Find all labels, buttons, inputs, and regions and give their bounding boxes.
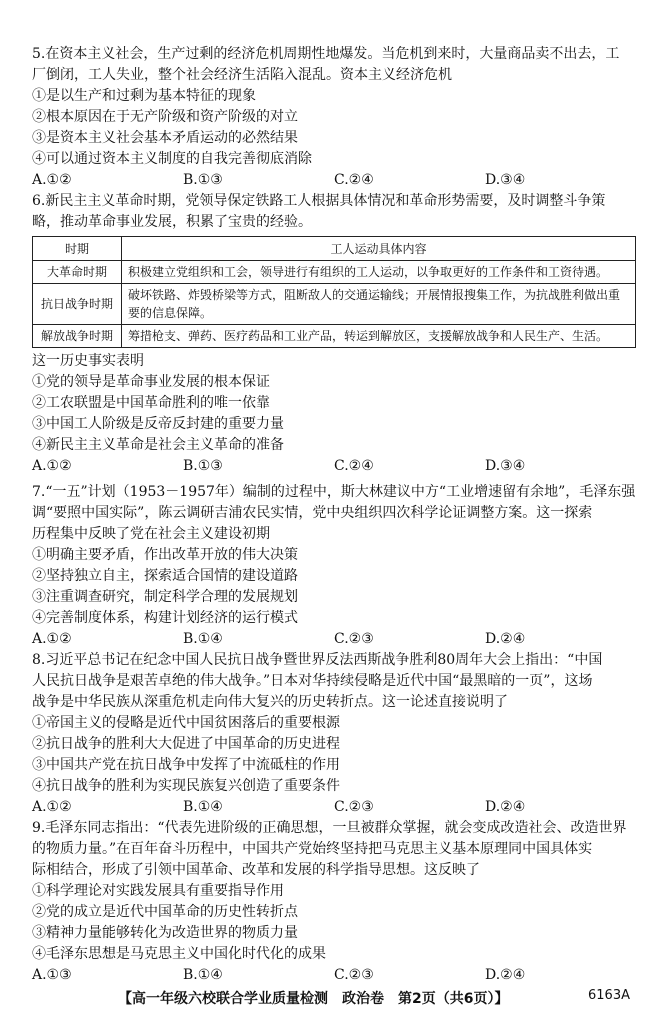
q6-lead: 这一历史事实表明 — [32, 353, 144, 369]
q9-stem-line-1: 9.毛泽东同志指出：“代表先进阶级的正确思想，一旦被群众掌握，就会变成改造社会、改造世界 — [32, 820, 627, 836]
q9-option-d: D.②④ — [485, 967, 526, 983]
q9-option-b: B.①④ — [183, 967, 223, 983]
q5-stem-line-2: 厂倒闭，工人失业，整个社会经济生活陷入混乱。资本主义经济危机 — [32, 67, 452, 83]
q7-statement-1: ①明确主要矛盾，作出改革开放的伟大决策 — [32, 547, 298, 563]
q9-statement-1: ①科学理论对实践发展具有重要指导作用 — [32, 883, 284, 899]
q5-option-c: C.②④ — [334, 172, 374, 188]
q7-statement-3: ③注重调查研究，制定科学合理的发展规划 — [32, 589, 298, 605]
q7-option-a: A.①② — [32, 631, 72, 647]
q9-statement-4: ④毛泽东思想是马克思主义中国化时代化的成果 — [32, 946, 326, 962]
q6-statement-4: ④新民主主义革命是社会主义革命的准备 — [32, 437, 284, 453]
table-cell-content: 筹措枪支、弹药、医疗药品和工业产品，转运到解放区，支援解放战争和人民生产、生活。 — [122, 325, 636, 348]
table-cell-content: 破坏铁路、炸毁桥梁等方式，阻断敌人的交通运输线；开展情报搜集工作，为抗战胜利做出重要的信息保障。 — [122, 284, 636, 325]
table-header-content: 工人运动具体内容 — [122, 237, 636, 261]
q8-statement-3: ③中国共产党在抗日战争中发挥了中流砥柱的作用 — [32, 757, 340, 773]
q5-statement-4: ④可以通过资本主义制度的自我完善彻底消除 — [32, 151, 312, 167]
q9-stem-line-3: 际相结合，形成了引领中国革命、改革和发展的科学指导思想。这反映了 — [32, 862, 480, 878]
q6-stem-line-2: 略，推动革命事业发展，积累了宝贵的经验。 — [32, 214, 312, 230]
table-cell-period: 抗日战争时期 — [33, 284, 122, 325]
footer-title: 【高一年级六校联合学业质量检测 政治卷 第2页（共6页）】 — [118, 991, 509, 1007]
q6-statement-2: ②工农联盟是中国革命胜利的唯一依靠 — [32, 395, 270, 411]
question-9 — [32, 818, 636, 986]
q6-statement-3: ③中国工人阶级是反帝反封建的重要力量 — [32, 416, 284, 432]
q7-options — [32, 629, 636, 650]
q9-option-c: C.②③ — [334, 967, 374, 983]
table-cell-period: 解放战争时期 — [33, 325, 122, 348]
table-cell-period: 大革命时期 — [33, 261, 122, 284]
q7-statement-2: ②坚持独立自主，探索适合国情的建设道路 — [32, 568, 298, 584]
q5-options — [32, 170, 636, 191]
q8-statement-4: ④抗日战争的胜利为实现民族复兴创造了重要条件 — [32, 778, 340, 794]
q6-option-d: D.③④ — [485, 458, 526, 474]
q6-option-a: A.①② — [32, 458, 72, 474]
q8-statement-1: ①帝国主义的侵略是近代中国贫困落后的重要根源 — [32, 715, 340, 731]
q7-option-c: C.②③ — [334, 631, 374, 647]
q8-options — [32, 797, 636, 818]
table-row — [33, 261, 636, 284]
q8-stem-line-3: 战争是中华民族从深重危机走向伟大复兴的历史转折点。这一论述直接说明了 — [32, 694, 508, 710]
q5-option-a: A.①② — [32, 172, 72, 188]
table-row — [33, 325, 636, 348]
q7-stem-line-1: 7.“一五”计划（1953－1957年）编制的过程中，斯大林建议中方“工业增速留有余地”，毛泽东强 — [32, 484, 636, 500]
worker-movement-table — [32, 236, 636, 348]
table-cell-content: 积极建立党组织和工会，领导进行有组织的工人运动，以争取更好的工作条件和工资待遇。 — [122, 261, 636, 284]
q9-options — [32, 965, 636, 986]
q7-option-b: B.①④ — [183, 631, 223, 647]
table-header-row — [33, 237, 636, 261]
q6-option-c: C.②④ — [334, 458, 374, 474]
q9-stem-line-2: 的物质力量。”在百年奋斗历程中，中国共产党始终坚持把马克思主义基本原理同中国具体实 — [32, 841, 593, 857]
q8-option-b: B.①④ — [183, 799, 223, 815]
q5-option-b: B.①③ — [183, 172, 223, 188]
q5-statement-1: ①是以生产和过剩为基本特征的现象 — [32, 88, 256, 104]
q6-option-b: B.①③ — [183, 458, 223, 474]
q8-option-d: D.②④ — [485, 799, 526, 815]
question-6 — [32, 191, 636, 477]
q6-stem-line-1: 6.新民主主义革命时期，党领导保定铁路工人根据具体情况和革命形势需要，及时调整斗争策 — [32, 193, 606, 209]
q6-options — [32, 456, 636, 477]
question-8 — [32, 650, 636, 818]
q8-option-a: A.①② — [32, 799, 72, 815]
q5-statement-2: ②根本原因在于无产阶级和资产阶级的对立 — [32, 109, 298, 125]
q6-statement-1: ①党的领导是革命事业发展的根本保证 — [32, 374, 270, 390]
q7-stem-line-2: 调“要照中国实际”，陈云调研吉浦农民实情，党中央组织四次科学论证调整方案。这一探索 — [32, 505, 593, 521]
q8-stem-line-2: 人民抗日战争是艰苦卓绝的伟大战争。”日本对华持续侵略是近代中国“最黑暗的一页”，这场 — [32, 673, 593, 689]
q9-option-a: A.①③ — [32, 967, 72, 983]
q5-stem-line-1: 5.在资本主义社会，生产过剩的经济危机周期性地爆发。当危机到来时，大量商品卖不出去，工 — [32, 46, 620, 62]
q8-statement-2: ②抗日战争的胜利大大促进了中国革命的历史进程 — [32, 736, 340, 752]
question-5 — [32, 44, 636, 191]
q7-stem-line-3: 历程集中反映了党在社会主义建设初期 — [32, 526, 270, 542]
q8-option-c: C.②③ — [334, 799, 374, 815]
table-row — [33, 284, 636, 325]
q9-statement-2: ②党的成立是近代中国革命的历史性转折点 — [32, 904, 298, 920]
table-header-period: 时期 — [33, 237, 122, 261]
q7-statement-4: ④完善制度体系，构建计划经济的运行模式 — [32, 610, 298, 626]
question-7 — [32, 482, 636, 650]
footer-code: 6163A — [588, 988, 630, 1003]
q8-stem-line-1: 8.习近平总书记在纪念中国人民抗日战争暨世界反法西斯战争胜利80周年大会上指出：“中国 — [32, 652, 603, 668]
q5-option-d: D.③④ — [485, 172, 526, 188]
q7-option-d: D.②④ — [485, 631, 526, 647]
q5-statement-3: ③是资本主义社会基本矛盾运动的必然结果 — [32, 130, 298, 146]
q9-statement-3: ③精神力量能够转化为改造世界的物质力量 — [32, 925, 298, 941]
